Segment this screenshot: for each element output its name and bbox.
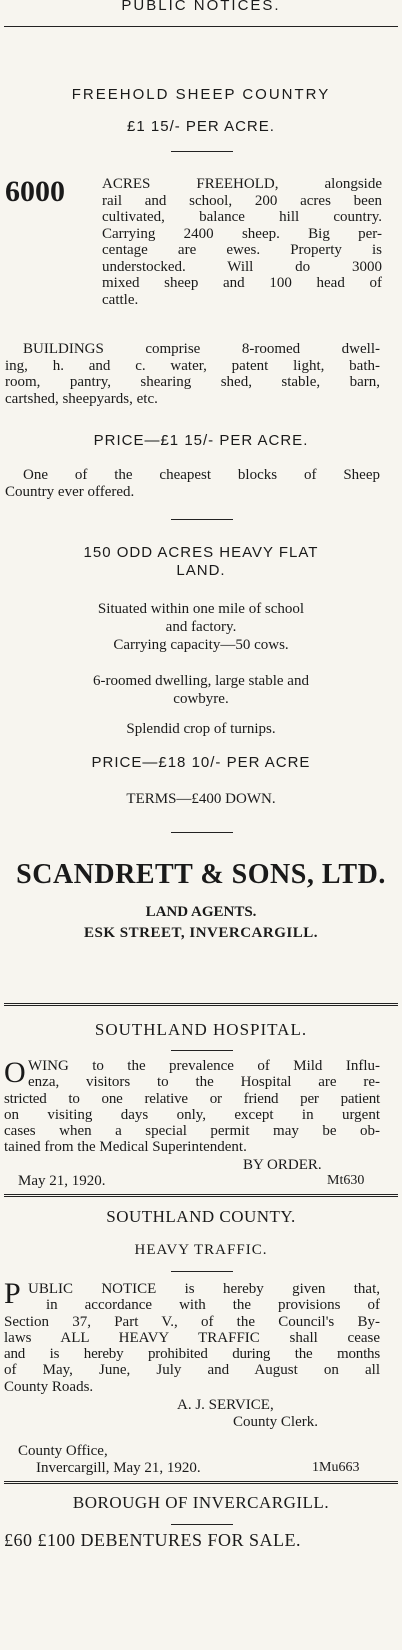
ad1-divider: [171, 151, 233, 152]
intro-line: cultivated, balance hill country.: [102, 209, 382, 225]
ad2-heading-line: LAND.: [176, 562, 226, 579]
ad1-intro: [102, 176, 382, 308]
hospital-date: May 21, 1920.: [18, 1173, 106, 1189]
county-line: laws ALL HEAVY TRAFFIC shall cease: [4, 1329, 380, 1346]
county-title: SOUTHLAND COUNTY.: [106, 1207, 296, 1226]
intro-line: understocked. Will do 3000: [102, 258, 382, 275]
dwelling-line: 6-roomed dwelling, large stable and: [93, 673, 309, 689]
county-signatory-name: A. J. SERVICE,: [177, 1397, 274, 1413]
buildings-line: cartshed, sheepyards, etc.: [5, 390, 158, 407]
ad1-buildings: [5, 341, 380, 407]
county-signatory-title: County Clerk.: [233, 1414, 318, 1430]
hospital-end-rule: [4, 1194, 398, 1197]
county-body: [4, 1281, 380, 1395]
hospital-signature: BY ORDER.: [243, 1157, 322, 1173]
note-line: One of the cheapest blocks of Sheep: [23, 467, 380, 483]
ad2-crop: Splendid crop of turnips.: [126, 721, 276, 737]
county-line: UBLIC NOTICE is hereby given that,: [28, 1281, 380, 1297]
county-line: Section 37, Part V., of the Council's By-: [4, 1313, 380, 1330]
county-place-date: Invercargill, May 21, 1920.: [36, 1460, 201, 1476]
ad1-subheading: £1 15/- PER ACRE.: [127, 118, 275, 135]
intro-line: mixed sheep and 100 head of: [102, 275, 382, 291]
intro-line: ACRES FREEHOLD, alongside: [102, 176, 382, 192]
intro-line: Carrying 2400 sheep. Big per-: [102, 225, 382, 242]
ad2-dwelling: [0, 672, 402, 708]
ad1-heading: FREEHOLD SHEEP COUNTRY: [71, 86, 331, 103]
ad1-end-divider: [171, 519, 233, 520]
hospital-body: [4, 1058, 380, 1156]
agent-role: LAND AGENTS.: [145, 904, 257, 920]
county-end-rule: [4, 1481, 398, 1484]
county-subtitle: HEAVY TRAFFIC.: [134, 1242, 268, 1258]
hospital-line: stricted to one relative or friend per patient: [4, 1090, 380, 1107]
ad1-note: [5, 467, 380, 500]
county-line: in accordance with the provisions of: [46, 1297, 380, 1314]
dwelling-line: cowbyre.: [173, 691, 229, 707]
borough-divider: [171, 1524, 233, 1525]
hospital-line: WING to the prevalence of Mild Influ-: [28, 1058, 380, 1074]
ad1-price: PRICE—£1 15/- PER ACRE.: [93, 432, 309, 449]
buildings-line: BUILDINGS comprise 8-roomed dwell-: [23, 341, 380, 357]
notice-rule: [4, 1003, 398, 1006]
county-drop-cap: P: [4, 1277, 21, 1310]
intro-line: rail and school, 200 acres been: [102, 192, 382, 209]
agent-name: SCANDRETT & SONS, LTD.: [16, 859, 386, 890]
hospital-line: on visiting days only, except in urgent: [4, 1106, 380, 1123]
location-line: Situated within one mile of school: [97, 601, 305, 617]
county-line: and is hereby prohibited during the months: [4, 1346, 380, 1363]
buildings-line: room, pantry, shearing shed, stable, barn,: [5, 374, 380, 390]
hospital-title: SOUTHLAND HOSPITAL.: [94, 1020, 308, 1039]
hospital-ref: Mt630: [327, 1173, 365, 1188]
county-divider: [171, 1271, 233, 1272]
county-ref: 1Mu663: [312, 1460, 360, 1475]
county-line: of May, June, July and August on all: [4, 1362, 380, 1379]
ad2-capacity: Carrying capacity—50 cows.: [113, 637, 289, 653]
location-line: and factory.: [165, 619, 237, 635]
hospital-line: cases when a special permit may be ob-: [4, 1123, 380, 1140]
ad2-location: [0, 600, 402, 636]
ad2-heading: [0, 544, 402, 580]
header-rule: [4, 26, 398, 27]
ad2-terms: TERMS—£400 DOWN.: [126, 791, 276, 807]
ad2-price: PRICE—£18 10/- PER ACRE: [91, 754, 311, 771]
ad2-end-divider: [171, 832, 233, 833]
borough-title: BOROUGH OF INVERCARGILL.: [72, 1493, 330, 1512]
agent-address: ESK STREET, INVERCARGILL.: [84, 925, 318, 941]
hospital-drop-cap: O: [4, 1056, 26, 1089]
acreage-figure: 6000: [5, 175, 65, 208]
borough-headline: £60 £100 DEBENTURES FOR SALE.: [4, 1530, 302, 1550]
hospital-line: tained from the Medical Superintendent.: [4, 1139, 247, 1156]
section-header: PUBLIC NOTICES.: [121, 0, 281, 14]
intro-line: cattle.: [102, 291, 139, 308]
county-line: County Roads.: [4, 1378, 94, 1395]
buildings-line: ing, h. and c. water, patent light, bath-: [5, 357, 380, 374]
ad2-heading-line: 150 ODD ACRES HEAVY FLAT: [83, 544, 319, 561]
hospital-line: enza, visitors to the Hospital are re-: [28, 1074, 380, 1091]
county-office: County Office,: [18, 1443, 108, 1459]
note-line: Country ever offered.: [5, 483, 135, 500]
hospital-divider: [171, 1050, 233, 1051]
intro-line: centage are ewes. Property is: [102, 242, 382, 258]
